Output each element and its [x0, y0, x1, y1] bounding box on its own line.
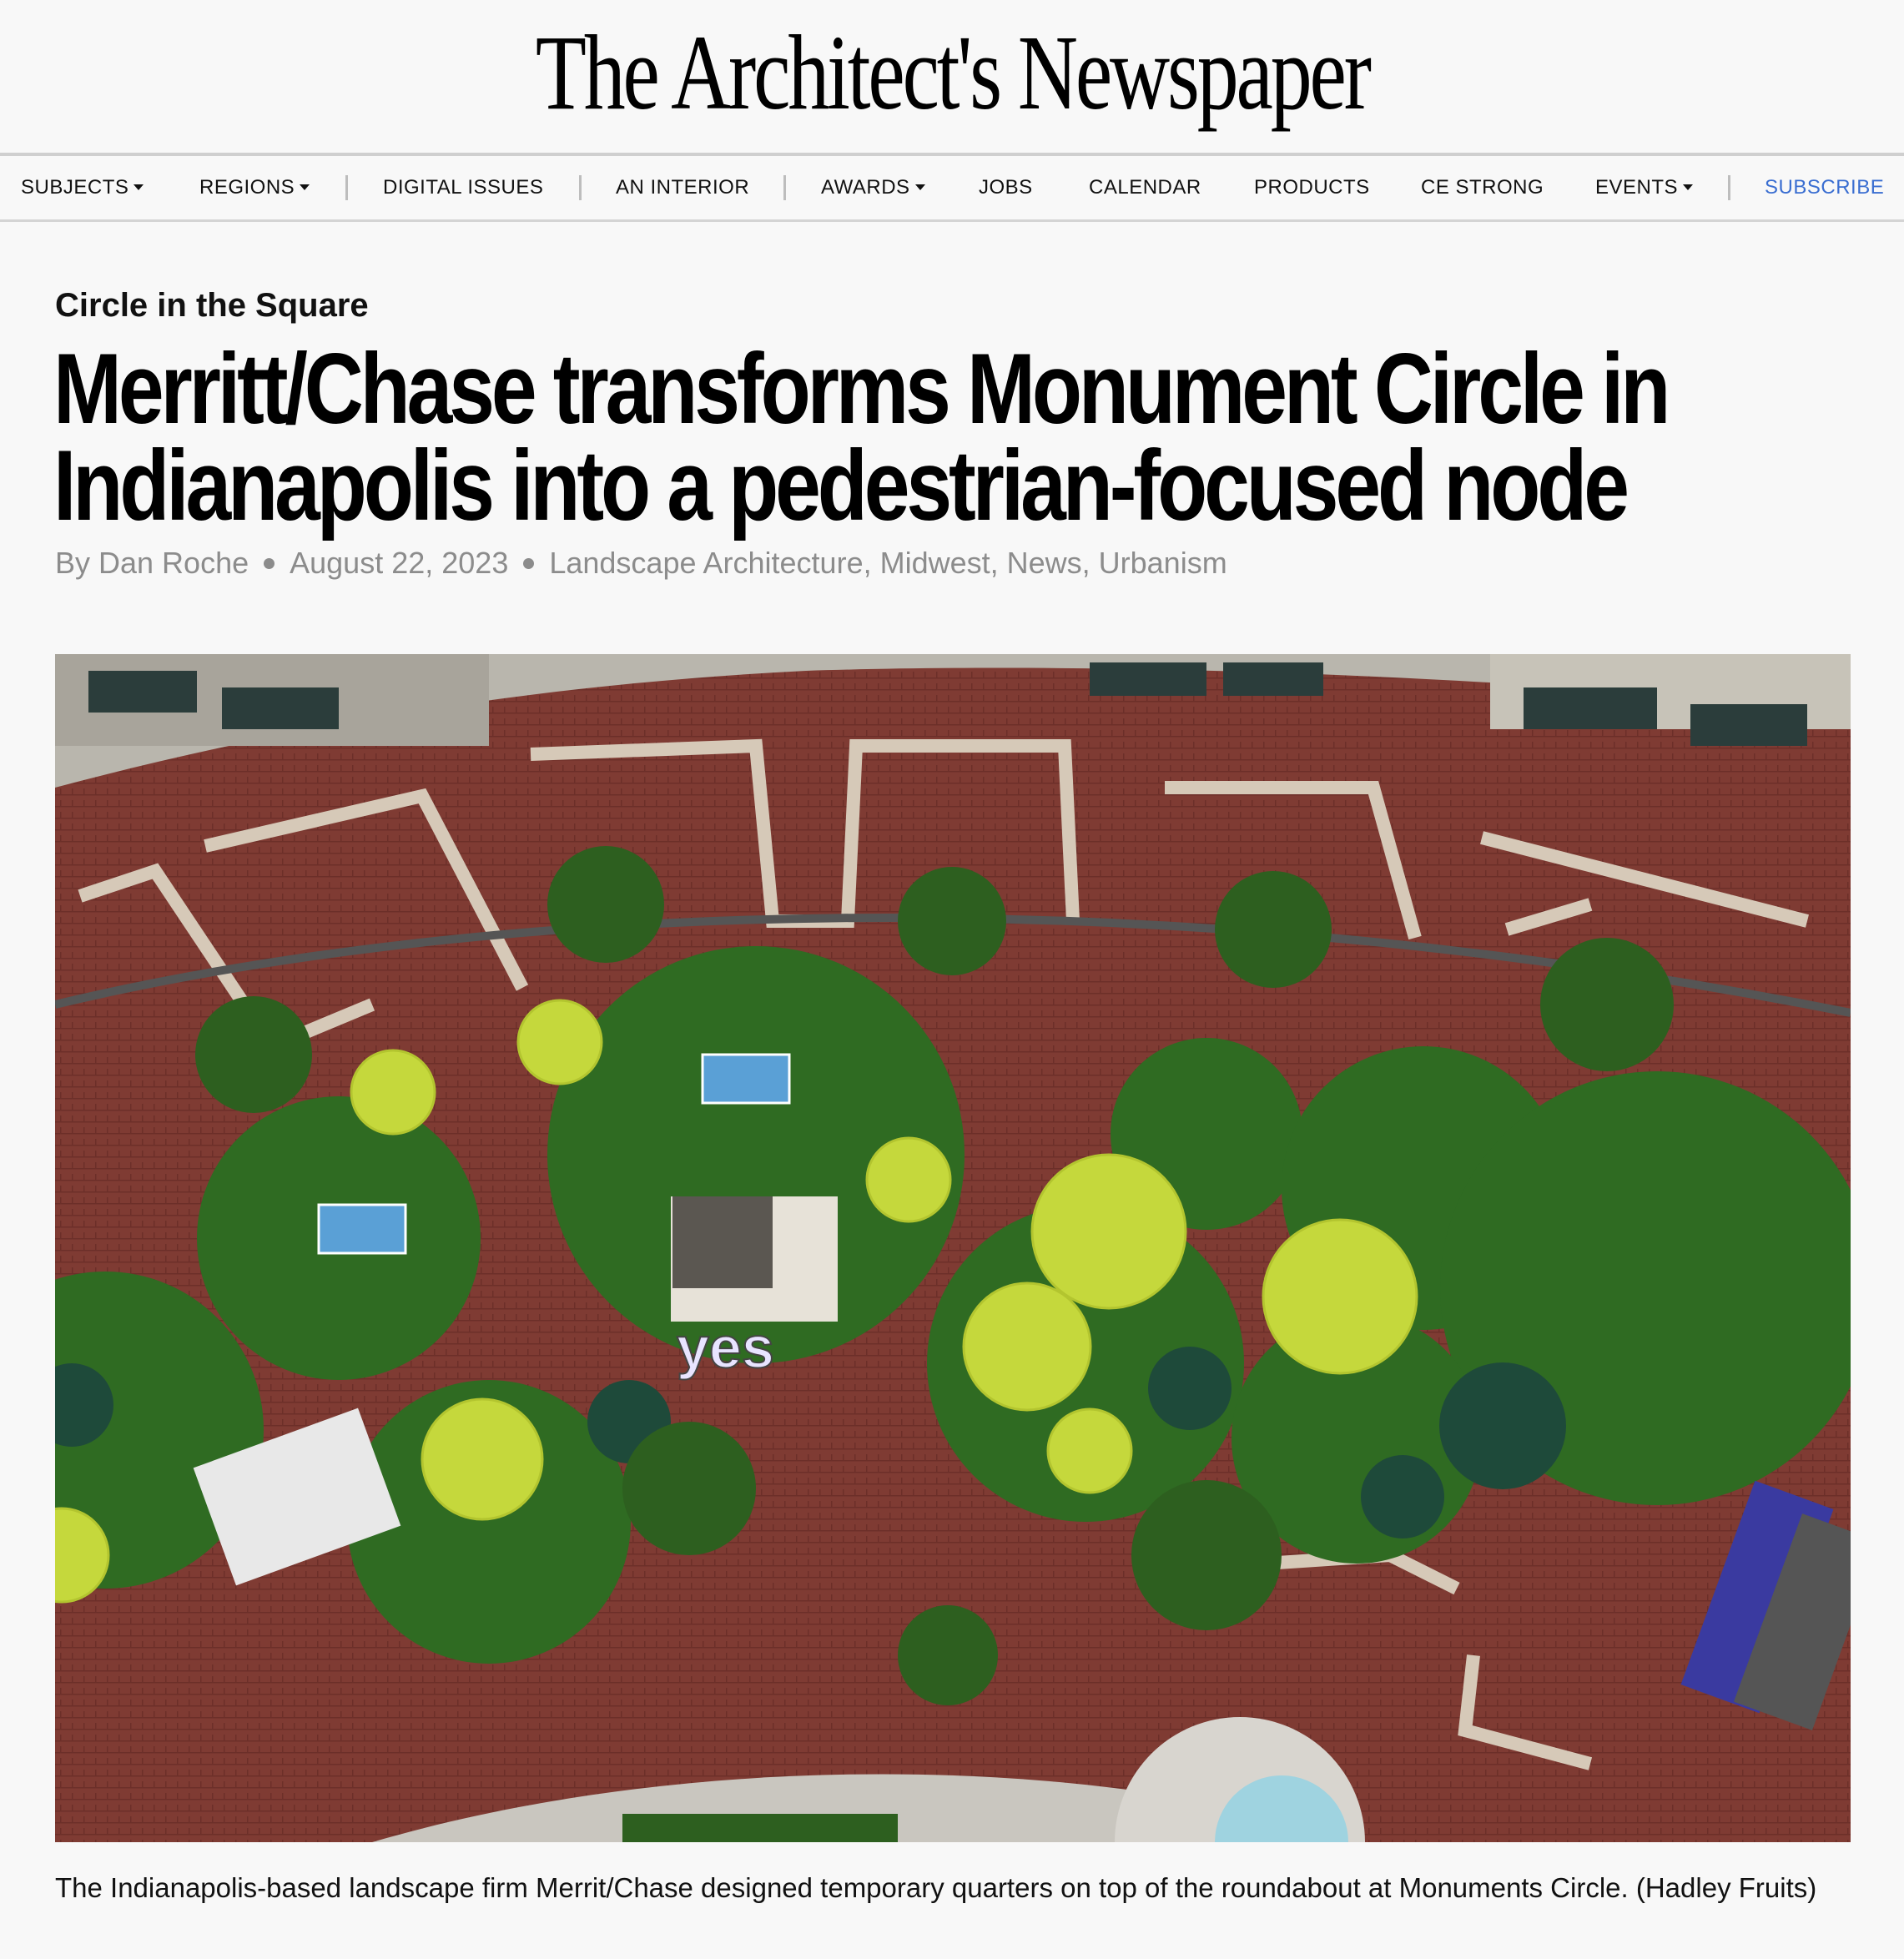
nav-divider	[783, 175, 786, 200]
nav-item-label: REGIONS	[199, 176, 295, 199]
masthead	[0, 0, 1904, 152]
main-nav	[0, 153, 1904, 222]
separator-dot-icon	[264, 558, 275, 569]
nav-item-ce-strong[interactable]	[1421, 156, 1544, 219]
nav-item-label: EVENTS	[1595, 176, 1679, 199]
nav-item-label: CE STRONG	[1421, 176, 1544, 199]
headline-line-1: Merritt/Chase transforms Monument Circle in	[53, 333, 1668, 445]
photo-caption: The Indianapolis-based landscape firm Merrit/Chase designed temporary quarters on top of the roundabout at Monuments Circle. (Hadley Fruits)	[55, 1872, 1817, 1903]
chevron-down-icon	[1683, 184, 1693, 190]
nav-divider	[345, 175, 348, 200]
nav-item-label: CALENDAR	[1089, 176, 1201, 199]
nav-item-label: JOBS	[979, 176, 1033, 199]
author-link[interactable]: By Dan Roche	[55, 546, 249, 580]
nav-item-label: AN INTERIOR	[616, 176, 750, 199]
separator-dot-icon	[523, 558, 534, 569]
publish-date: August 22, 2023	[290, 546, 509, 580]
nav-divider	[579, 175, 582, 200]
subscribe-link: SUBSCRIBE	[1765, 176, 1885, 199]
nav-item-awards[interactable]	[821, 156, 925, 219]
nav-item-label: PRODUCTS	[1254, 176, 1370, 199]
nav-divider	[1728, 175, 1730, 200]
nav-item-events[interactable]	[1595, 156, 1693, 219]
nav-item-label: AWARDS	[821, 176, 910, 199]
nav-item-subjects[interactable]	[21, 156, 144, 219]
nav-item-label: DIGITAL ISSUES	[383, 176, 544, 199]
nav-item-products[interactable]	[1254, 156, 1370, 219]
nav-item-an-interior[interactable]	[616, 156, 749, 219]
hero-photo	[55, 654, 1851, 1842]
category-links[interactable]: Landscape Architecture, Midwest, News, Urbanism	[549, 546, 1227, 580]
nav-item-digital-issues[interactable]	[383, 156, 543, 219]
nav-item-calendar[interactable]	[1089, 156, 1201, 219]
nav-item-label: SUBJECTS	[21, 176, 129, 199]
aerial-plaza-illustration	[55, 654, 1851, 1842]
chevron-down-icon	[300, 184, 310, 190]
nav-item-regions[interactable]	[199, 156, 310, 219]
article-byline	[55, 546, 1227, 581]
article-kicker: Circle in the Square	[55, 287, 369, 324]
nav-item-subscribe[interactable]	[1765, 156, 1884, 219]
chevron-down-icon	[915, 184, 925, 190]
nav-item-jobs[interactable]	[979, 156, 1033, 219]
headline-line-2: Indianapolis into a pedestrian-focused node	[53, 430, 1626, 541]
site-logo[interactable]: The Architect's Newspaper	[535, 13, 1369, 132]
article-headline	[53, 333, 1846, 541]
photo-yes-sign: yes	[677, 1315, 774, 1380]
chevron-down-icon	[133, 184, 144, 190]
